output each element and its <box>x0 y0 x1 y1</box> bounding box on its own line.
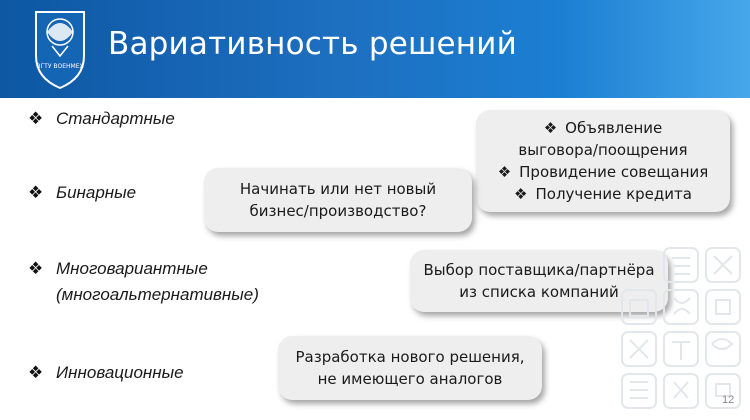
list-item-innovative <box>28 360 184 386</box>
box-line: выговора/поощрения <box>518 141 688 159</box>
page-number: 12 <box>722 394 735 406</box>
list-item-label: Бинарные <box>56 183 137 202</box>
box-line: ❖ Объявление <box>543 119 663 137</box>
header-bar <box>0 0 750 98</box>
list-item-label: Многовариантные <box>56 259 208 278</box>
list-item-label: Инновационные <box>56 363 184 382</box>
box-line: не имеющего аналогов <box>317 370 503 388</box>
decorative-pattern <box>612 240 750 420</box>
diamond-bullet-icon: ❖ <box>497 163 512 181</box>
svg-text:ВГТУ ВОЕНМЕХ: ВГТУ ВОЕНМЕХ <box>36 63 84 70</box>
list-item-binary <box>28 180 136 206</box>
box-line: Начинать или нет новый <box>239 180 437 198</box>
box-line: бизнес/производство? <box>249 202 427 220</box>
diamond-bullet-icon: ❖ <box>28 259 44 278</box>
list-item-sublabel: (многоальтернативные) <box>56 285 259 304</box>
university-crest-logo <box>30 6 90 90</box>
example-box-binary <box>204 168 472 232</box>
example-box-innovative <box>278 336 542 400</box>
box-line: ❖ Получение кредита <box>514 185 692 203</box>
box-line: из списка компаний <box>459 283 619 301</box>
diamond-bullet-icon: ❖ <box>28 109 44 128</box>
diamond-bullet-icon: ❖ <box>514 185 528 203</box>
diamond-bullet-icon: ❖ <box>543 119 558 137</box>
list-item-label: Стандартные <box>56 109 175 128</box>
example-box-standard <box>476 110 730 212</box>
box-line: ❖ Провидение совещания <box>497 163 709 181</box>
diamond-bullet-icon: ❖ <box>28 183 44 202</box>
box-line: Разработка нового решения, <box>295 348 525 366</box>
list-item-multi <box>28 256 259 308</box>
list-item-standard <box>28 106 175 132</box>
page-title: Вариативность решений <box>108 26 517 62</box>
diamond-bullet-icon: ❖ <box>28 363 44 382</box>
box-line: Выбор поставщика/партнёра <box>423 261 655 279</box>
